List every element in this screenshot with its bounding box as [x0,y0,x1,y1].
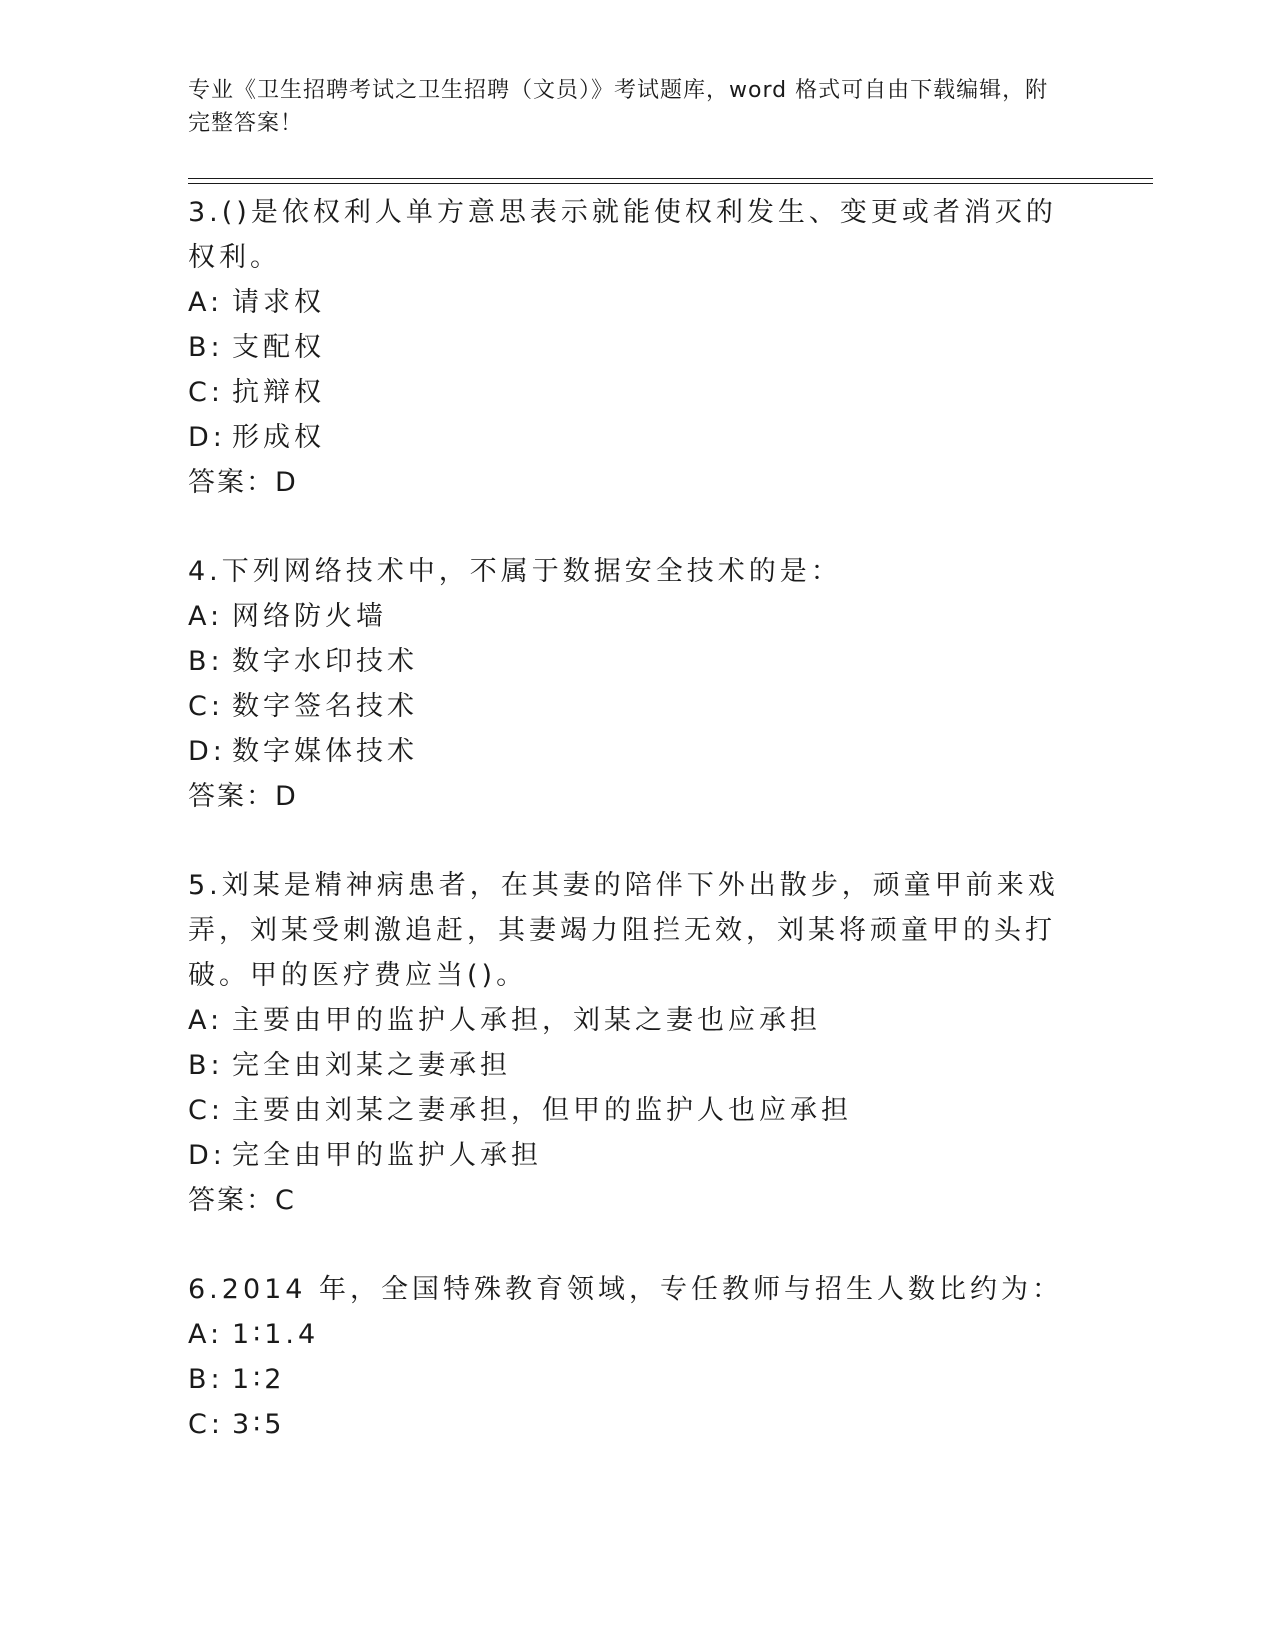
option-text: 网络防火墙 [232,601,387,632]
option-text: 主要由刘某之妻承担，但甲的监护人也应承担 [232,1095,852,1126]
option-letter: D: [188,736,226,767]
option-d [188,415,1068,460]
option-letter: B: [188,1050,224,1081]
question-stem: 6.2014 年，全国特殊教育领域，专任教师与招生人数比约为： [188,1274,1064,1305]
option-d [188,729,1068,774]
option-letter: A: [188,1319,224,1350]
option-b [188,1043,1068,1088]
option-c [188,1088,1068,1133]
header-rule-bottom [188,183,1153,184]
question-6 [188,1267,1068,1447]
option-text: 1∶1.4 [232,1319,320,1350]
answer-line: 答案：D [188,781,298,812]
option-letter: A: [188,1005,224,1036]
option-b [188,1357,1068,1402]
option-letter: C: [188,377,224,408]
answer-line: 答案：D [188,467,298,498]
option-text: 数字签名技术 [232,691,418,722]
document-header: 专业《卫生招聘考试之卫生招聘（文员）》考试题库，word 格式可自由下载编辑，附完整答案！ [188,78,1049,136]
option-a [188,998,1068,1043]
option-text: 请求权 [232,287,325,318]
option-a [188,1312,1068,1357]
option-a [188,594,1068,639]
option-letter: D: [188,422,226,453]
question-stem: 5.刘某是精神病患者，在其妻的陪伴下外出散步，顽童甲前来戏弄，刘某受刺激追赶，其妻竭力阻拦无效，刘某将顽童甲的头打破。甲的医疗费应当()。 [188,870,1059,991]
question-stem: 3.()是依权利人单方意思表示就能使权利发生、变更或者消灭的权利。 [188,197,1057,273]
option-letter: C: [188,1095,224,1126]
option-text: 支配权 [232,332,325,363]
option-text: 1∶2 [232,1364,286,1395]
question-3 [188,190,1068,505]
option-letter: C: [188,691,224,722]
option-c [188,684,1068,729]
option-text: 抗辩权 [232,377,325,408]
option-c [188,1402,1068,1447]
option-b [188,639,1068,684]
option-text: 完全由甲的监护人承担 [232,1140,542,1171]
question-4 [188,549,1068,819]
option-letter: A: [188,601,224,632]
option-text: 主要由甲的监护人承担，刘某之妻也应承担 [232,1005,821,1036]
answer-line: 答案：C [188,1185,296,1216]
option-text: 完全由刘某之妻承担 [232,1050,511,1081]
option-b [188,325,1068,370]
option-letter: B: [188,332,224,363]
option-text: 3∶5 [232,1409,286,1440]
option-text: 数字水印技术 [232,646,418,677]
option-a [188,280,1068,325]
option-letter: B: [188,1364,224,1395]
option-letter: A: [188,287,224,318]
option-text: 形成权 [232,422,325,453]
option-letter: B: [188,646,224,677]
option-letter: C: [188,1409,224,1440]
option-letter: D: [188,1140,226,1171]
header-rule-top [188,178,1153,179]
option-c [188,370,1068,415]
question-5 [188,863,1068,1223]
question-list [188,188,1068,1491]
option-d [188,1133,1068,1178]
question-stem: 4.下列网络技术中，不属于数据安全技术的是： [188,556,842,587]
option-text: 数字媒体技术 [232,736,418,767]
